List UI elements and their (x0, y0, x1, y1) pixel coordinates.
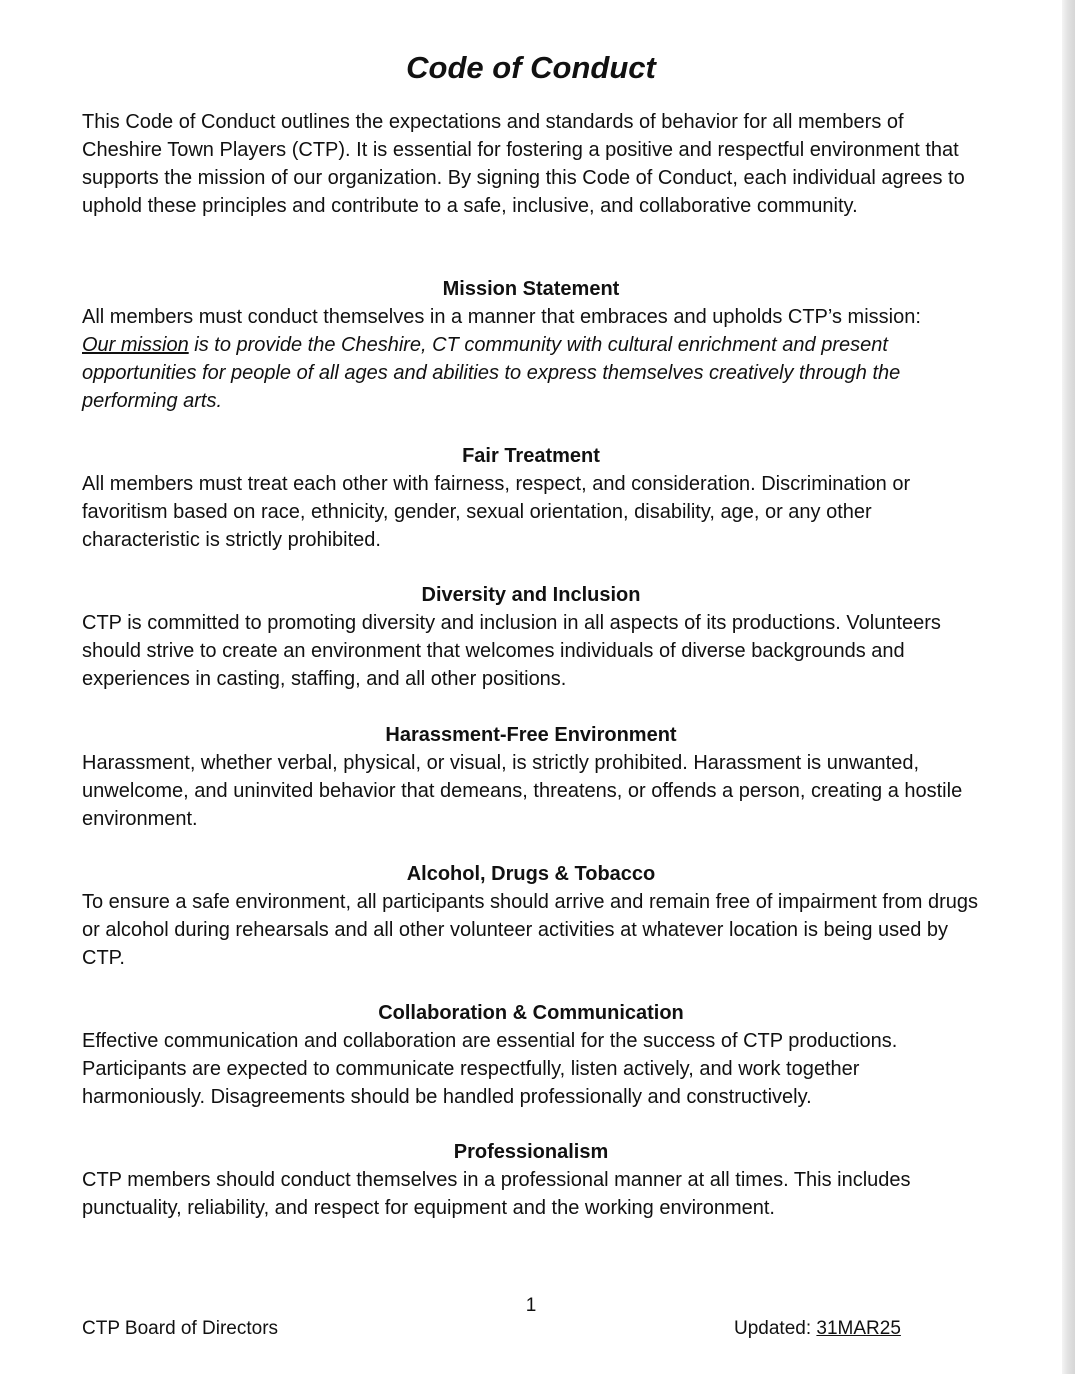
document-title: Code of Conduct (406, 50, 656, 85)
footer-updated (734, 1316, 901, 1342)
footer-author: CTP Board of Directors (82, 1318, 279, 1339)
section-body-professionalism: CTP members should conduct themselves in a professional manner at all times. This includes punctuality, reliability, and respect for equipment and the working environment. (82, 1169, 911, 1219)
section-body-collaboration: Effective communication and collaboration are essential for the success of CTP productions. Participants are expected to communicate respectfully, listen actively, and work together harmoniously. Disagreements should be handled professionally and constructively. (82, 1030, 898, 1108)
intro-paragraph: This Code of Conduct outlines the expectations and standards of behavior for all members of Cheshire Town Players (CTP). It is essential for fostering a positive and respectful environment that supports the mission of our organization. By signing this Code of Conduct, each individual agrees to uphold these principles and contribute to a safe, inclusive, and collaborative community. (82, 111, 965, 217)
section-heading-mission: Mission Statement (442, 278, 620, 300)
footer-updated-label: Updated: (734, 1318, 817, 1339)
mission-intro-text: All members must conduct themselves in a manner that embraces and upholds CTP’s mission: (82, 306, 921, 328)
section-body-diversity: CTP is committed to promoting diversity and inclusion in all aspects of its productions. Volunteers should strive to create an environment that welcomes individuals of diverse backgrounds and experiences in casting, staffing, and all other positions. (82, 612, 941, 690)
section-heading-collaboration: Collaboration & Communication (378, 1002, 684, 1024)
section-heading-alcohol: Alcohol, Drugs & Tobacco (406, 863, 656, 885)
section-body-alcohol: To ensure a safe environment, all participants should arrive and remain free of impairment from drugs or alcohol during rehearsals and all other volunteer activities at whatever location is being used by CTP. (82, 891, 978, 969)
page-number: 1 (525, 1295, 537, 1316)
mission-quote (82, 331, 982, 415)
mission-quote-lead: Our mission (82, 334, 189, 356)
section-body-harassment: Harassment, whether verbal, physical, or visual, is strictly prohibited. Harassment is unwanted, unwelcome, and uninvited behavior that demeans, threatens, or offends a person, creating a hostile environment. (82, 752, 963, 830)
section-body-fair-treatment: All members must treat each other with fairness, respect, and consideration. Discrimination or favoritism based on race, ethnicity, gender, sexual orientation, disability, age, or any other characteristic is strictly prohibited. (82, 473, 911, 551)
page-edge-shadow (1062, 0, 1075, 1374)
section-heading-fair-treatment: Fair Treatment (462, 445, 600, 467)
section-heading-professionalism: Professionalism (453, 1141, 609, 1163)
section-heading-harassment: Harassment-Free Environment (385, 724, 677, 746)
mission-quote-text: is to provide the Cheshire, CT community with cultural enrichment and present opportunities for people of all ages and abilities to express themselves creatively through the performing arts. (82, 334, 901, 412)
footer-updated-date: 31MAR25 (816, 1318, 901, 1339)
section-body-mission (82, 303, 982, 415)
section-heading-diversity: Diversity and Inclusion (421, 584, 641, 606)
